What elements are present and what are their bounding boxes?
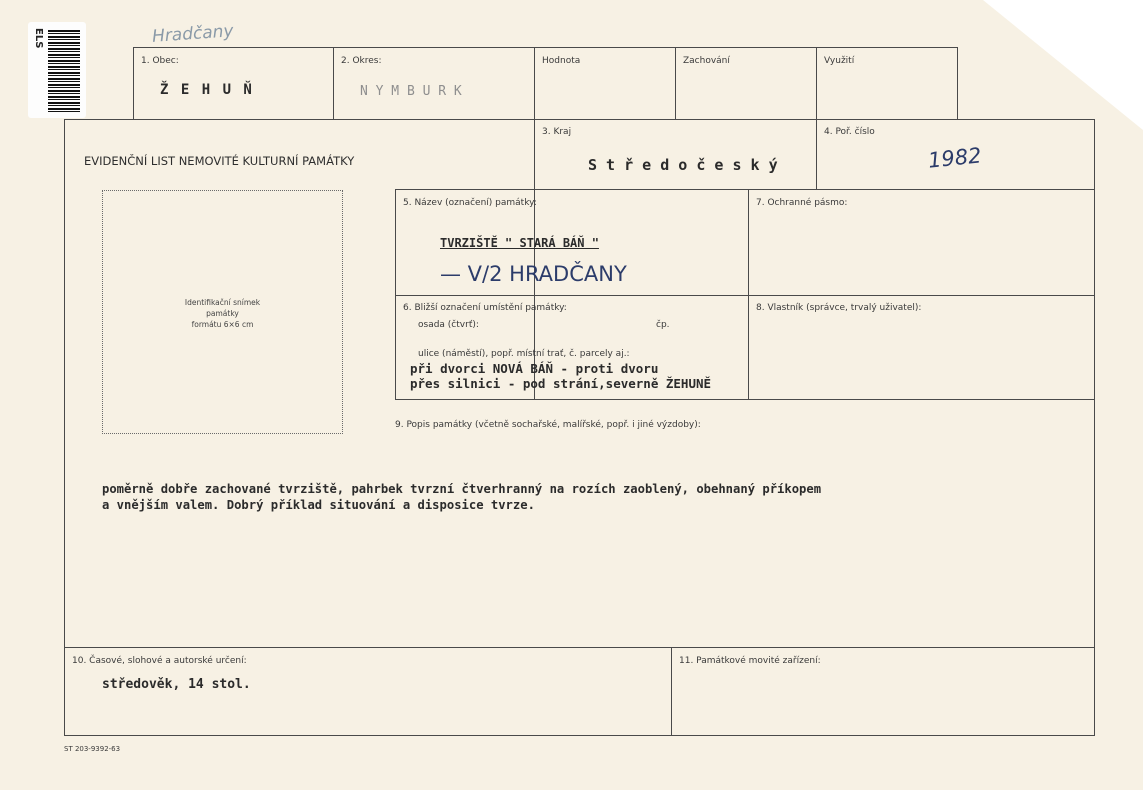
popis-line-1: poměrně dobře zachované tvrziště, pahrbek tvrzní čtverhranný na rozích zaoblený, obehnaný příkopem [102, 482, 822, 496]
barcode-label: ELS [33, 28, 44, 49]
kraj-label: 3. Kraj [542, 127, 572, 137]
rule [395, 399, 1095, 400]
rule [64, 119, 65, 736]
ulice-label: ulice (náměstí), popř. místní trať, č. parcely aj.: [418, 349, 630, 359]
nazev-label: 5. Název (označení) památky: [403, 198, 537, 208]
rule [395, 189, 1095, 190]
kraj-value: S t ř e d o č e s k ý [588, 156, 778, 174]
rule [64, 119, 1095, 120]
photo-placeholder [102, 190, 343, 434]
rule [133, 47, 958, 48]
por-cislo-value: 1982 [926, 143, 983, 173]
zachovani-label: Zachování [683, 56, 730, 66]
casove-label: 10. Časové, slohové a autorské určení: [72, 656, 247, 666]
photo-caption-3: formátu 6×6 cm [191, 320, 254, 329]
vlastnik-label: 8. Vlastník (správce, trvalý uživatel): [756, 303, 922, 313]
photo-caption-1: Identifikační snímek [184, 298, 261, 307]
rule [1094, 119, 1095, 736]
cp-label: čp. [656, 320, 670, 330]
nazev-value: TVRZIŠTĚ " STARÁ BÁŇ " [440, 236, 599, 250]
umisteni-line-1: při dvorci NOVÁ BÁŇ - proti dvoru [410, 361, 659, 376]
rule [133, 47, 134, 120]
osada-label: osada (čtvrť): [418, 320, 479, 330]
footer-code: ST 203-9392-63 [64, 745, 121, 753]
por-cislo-label: 4. Poř. číslo [824, 127, 875, 137]
obec-label: 1. Obec: [141, 56, 179, 66]
rule [534, 47, 535, 400]
hodnota-label: Hodnota [542, 56, 581, 66]
umisteni-label: 6. Bližší označení umístění památky: [403, 303, 567, 313]
top-handwritten-note: Hradčany [151, 21, 235, 47]
form-title: EVIDENČNÍ LIST NEMOVITÉ KULTURNÍ PAMÁTKY [84, 154, 355, 168]
rule [64, 735, 1095, 736]
folded-corner [983, 0, 1143, 130]
rule [333, 47, 334, 120]
okres-value: N Y M B U R K [360, 84, 462, 99]
popis-line-2: a vnějším valem. Dobrý příklad situování a disposice tvrze. [102, 498, 535, 512]
casove-value: středověk, 14 stol. [102, 677, 251, 692]
photo-caption-2: památky [206, 309, 239, 318]
rule [64, 647, 1095, 648]
rule [395, 295, 1095, 296]
barcode-icon [48, 30, 80, 112]
movite-label: 11. Památkové movité zařízení: [679, 656, 821, 666]
popis-label: 9. Popis památky (včetně sochařské, malířské, popř. i jiné výzdoby): [395, 420, 701, 430]
umisteni-line-2: přes silnici - pod strání,severně ŽEHUNĚ [410, 376, 712, 391]
ochranne-pasmo-label: 7. Ochranné pásmo: [756, 198, 848, 208]
rule [671, 647, 672, 736]
barcode-sticker [28, 22, 86, 118]
rule [957, 47, 958, 120]
obec-value: Ž E H U Ň [160, 82, 254, 98]
nazev-handwritten: — V/2 HRADČANY [440, 262, 627, 286]
vyuziti-label: Využití [824, 56, 855, 66]
rule [675, 47, 676, 120]
okres-label: 2. Okres: [341, 56, 382, 66]
